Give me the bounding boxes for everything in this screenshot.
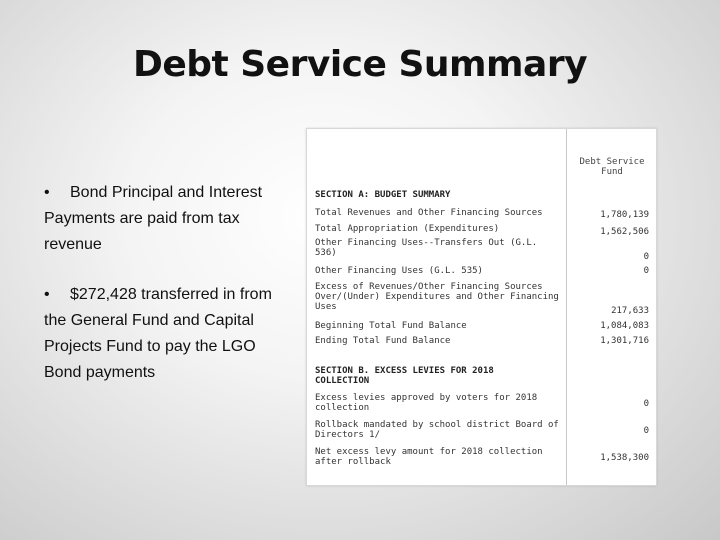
row-value: 1,301,716: [600, 336, 649, 346]
budget-summary-document: [306, 128, 657, 486]
row-label: Other Financing Uses--Transfers Out (G.L. 536): [315, 238, 538, 258]
row-value: 1,084,083: [600, 321, 649, 331]
fund-header-line: Fund: [601, 167, 623, 177]
row-label: Excess of Revenues/Other Financing Sources Over/(Under) Expenditures and Other Financing Uses: [315, 282, 559, 312]
fund-column-header: [573, 157, 651, 177]
bullet-text: Bond Principal and Interest Payments are paid from tax revenue: [44, 184, 263, 253]
row-value: 1,780,139: [600, 210, 649, 220]
section-title-text: SECTION B. EXCESS LEVIES FOR 2018 COLLECTION: [315, 366, 494, 386]
bullet-text: $272,428 transferred in from the General Fund and Capital Projects Fund to pay the LGO Bond payments: [44, 286, 272, 381]
row-value: 217,633: [611, 306, 649, 316]
row-label: Excess levies approved by voters for 2018 collection: [315, 393, 538, 413]
row-label: Total Appropriation (Expenditures): [315, 224, 500, 234]
bullet-list: [44, 180, 294, 410]
column-divider: [566, 129, 567, 485]
row-label: Total Revenues and Other Financing Sources: [315, 208, 543, 218]
row-value: 0: [643, 399, 649, 409]
row-value: 1,538,300: [600, 453, 649, 463]
row-label: Ending Total Fund Balance: [315, 336, 451, 346]
row-value: 0: [643, 252, 649, 262]
bullet-marker: •: [44, 184, 50, 201]
row-label: Rollback mandated by school district Board of Directors 1/: [315, 420, 559, 440]
row-value: 0: [643, 426, 649, 436]
row-label: Other Financing Uses (G.L. 535): [315, 266, 483, 276]
bullet-item: [44, 282, 294, 386]
bullet-marker: •: [44, 286, 50, 303]
fund-header-line: Debt Service: [579, 157, 645, 167]
slide-title: Debt Service Summary: [132, 44, 588, 85]
section-title-text: SECTION A: BUDGET SUMMARY: [315, 190, 451, 200]
row-label: Net excess levy amount for 2018 collection after rollback: [315, 447, 543, 467]
bullet-item: [44, 180, 294, 258]
row-label: Beginning Total Fund Balance: [315, 321, 467, 331]
row-value: 0: [643, 266, 649, 276]
row-value: 1,562,506: [600, 227, 649, 237]
